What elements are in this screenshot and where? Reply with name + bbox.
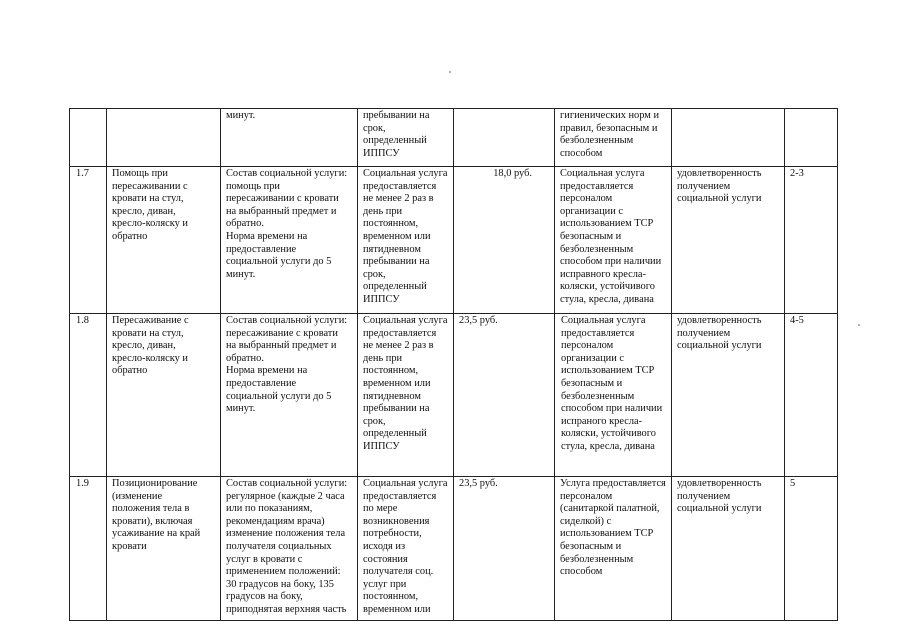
price-cell: 23,5 руб.: [454, 314, 555, 477]
service-name-cell: [107, 109, 221, 167]
evaluation-cell: удовлетворенность получением социальной услуги: [672, 477, 785, 621]
score-cell: 4-5: [785, 314, 838, 477]
row-number-cell: 1.7: [70, 167, 107, 314]
score-cell: 5: [785, 477, 838, 621]
service-name-cell: Пересаживание с кровати на стул, кресло, диван, кресло-коляску и обратно: [107, 314, 221, 477]
table-row: [70, 109, 838, 167]
service-content-cell: Состав социальной услуги: помощь при пересаживании с кровати на выбранный предмет и обратно. Норма времени на предоставление социальной услуги до 5 минут.: [221, 167, 358, 314]
evaluation-cell: [672, 109, 785, 167]
score-cell: 2-3: [785, 167, 838, 314]
service-name-cell: Помощь при пересаживании с кровати на стул, кресло, диван, кресло-коляску и обратно: [107, 167, 221, 314]
price-cell: 18,0 руб.: [454, 167, 555, 314]
table-row: [70, 477, 838, 621]
conditions-cell: пребывании на срок, определенный ИППСУ: [358, 109, 454, 167]
terms-cell: Услуга предоставляется персоналом (санитаркой палатной, сиделкой) с использованием ТСР безопасным и безболезненным способом: [555, 477, 672, 621]
price-cell: [454, 109, 555, 167]
table-row: [70, 167, 838, 314]
service-content-cell: Состав социальной услуги: пересаживание с кровати на выбранный предмет и обратно. Норма времени на предоставление социальной услуги до 5 минут.: [221, 314, 358, 477]
score-cell: [785, 109, 838, 167]
row-number-cell: 1.9: [70, 477, 107, 621]
scan-speck: [858, 324, 860, 326]
conditions-cell: Социальная услуга предоставляется по мере возникновения потребности, исходя из состояния получателя соц. услуг при постоянном, временном или: [358, 477, 454, 621]
table-row: [70, 314, 838, 477]
service-content-cell: Состав социальной услуги: регулярное (каждые 2 часа или по показаниям, рекомендациям врача) изменение положения тела получателя социальных услуг в кровати с применением положений: 30 градусов на боку, 135 градусов на боку, приподнятая верхняя часть: [221, 477, 358, 621]
service-name-cell: Позиционирование (изменение положения тела в кровати), включая усаживание на край кровати: [107, 477, 221, 621]
conditions-cell: Социальная услуга предоставляется не менее 2 раз в день при постоянном, временном или пятидневном пребывании на срок, определенный ИППСУ: [358, 314, 454, 477]
terms-cell: Социальная услуга предоставляется персоналом организации с использованием ТСР безопасным и безболезненным способом при наличии испраного кресла- коляски, устойчивого стула, кресла, дивана: [555, 314, 672, 477]
evaluation-cell: удовлетворенность получением социальной услуги: [672, 167, 785, 314]
conditions-cell: Социальная услуга предоставляется не менее 2 раз в день при постоянном, временном или пятидневном пребывании на срок, определенный ИППСУ: [358, 167, 454, 314]
services-table: [69, 108, 838, 621]
price-cell: 23,5 руб.: [454, 477, 555, 621]
scan-speck: [449, 71, 451, 73]
row-number-cell: [70, 109, 107, 167]
terms-cell: гигиенических норм и правил, безопасным и безболезненным способом: [555, 109, 672, 167]
service-content-cell: минут.: [221, 109, 358, 167]
terms-cell: Социальная услуга предоставляется персоналом организации с использованием ТСР безопасным и безболезненным способом при наличии исправного кресла- коляски, устойчивого стула, кресла, дивана: [555, 167, 672, 314]
evaluation-cell: удовлетворенность получением социальной услуги: [672, 314, 785, 477]
row-number-cell: 1.8: [70, 314, 107, 477]
